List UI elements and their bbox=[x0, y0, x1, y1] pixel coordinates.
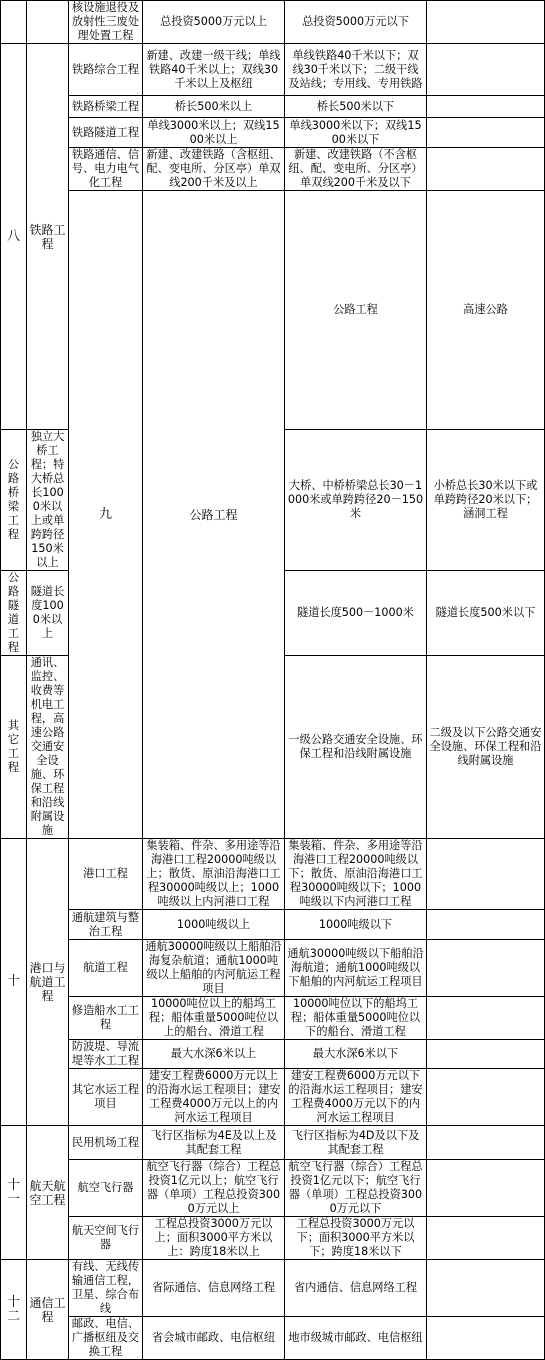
grade-1-criteria-cell: 省会城市邮政、电信枢纽 bbox=[143, 1317, 285, 1360]
grade-3-criteria-cell bbox=[427, 997, 545, 1040]
table-row bbox=[1, 118, 545, 148]
project-name-cell: 通航建筑与整治工程 bbox=[69, 910, 143, 940]
grade-2-criteria-cell: 航空飞行器（综合）工程总投资1亿元以下；航空飞行器（单项）工程总投资3000万元以下 bbox=[285, 1160, 427, 1217]
category-name-cell: 通信工程 bbox=[27, 1260, 69, 1360]
table-row bbox=[1, 1, 545, 44]
project-name-cell: 其它水运工程项目 bbox=[69, 1069, 143, 1126]
category-name-cell: 铁路工程 bbox=[27, 44, 69, 430]
project-name-cell: 铁路综合工程 bbox=[69, 44, 143, 96]
grade-3-criteria-cell bbox=[427, 1317, 545, 1360]
grade-1-criteria-cell: 1000吨级以上 bbox=[143, 910, 285, 940]
grade-2-criteria-cell: 飞行区指标为4D及以下及其配套工程 bbox=[285, 1126, 427, 1160]
project-name-cell: 公路桥梁工程 bbox=[1, 430, 27, 571]
grade-3-criteria-cell: 隧道长度500米以下 bbox=[427, 571, 545, 656]
table-body bbox=[1, 1, 545, 1360]
grade-1-criteria-cell: 新建、改建铁路（含枢纽、配、变电所、分区亭）单双线200千米及以上 bbox=[143, 148, 285, 191]
table-row bbox=[1, 1040, 545, 1069]
project-name-cell: 港口工程 bbox=[69, 839, 143, 910]
project-name-cell: 邮政、电信、广播枢纽及交换工程 bbox=[69, 1317, 143, 1360]
grade-3-criteria-cell bbox=[427, 1, 545, 44]
table-row bbox=[1, 96, 545, 118]
grade-3-criteria-cell bbox=[427, 1160, 545, 1217]
table-row bbox=[1, 1317, 545, 1360]
table-row bbox=[1, 940, 545, 997]
project-name-cell: 航空飞行器 bbox=[69, 1160, 143, 1217]
grade-3-criteria-cell bbox=[427, 940, 545, 997]
grade-1-criteria-cell: 集装箱、件杂、多用途等沿海港口工程20000吨级以上；散货、原油沿海港口工程30000吨级以上；1000吨级以上内河港口工程 bbox=[143, 839, 285, 910]
grade-3-criteria-cell bbox=[427, 1040, 545, 1069]
grade-1-criteria-cell: 飞行区指标为4E及以上及其配套工程 bbox=[143, 1126, 285, 1160]
project-name-cell: 铁路隧道工程 bbox=[69, 118, 143, 148]
grade-1-criteria-cell: 省际通信、信息网络工程 bbox=[143, 1260, 285, 1317]
grade-2-criteria-cell: 10000吨位以下的船坞工程；船体重量5000吨位以下的船台、滑道工程 bbox=[285, 997, 427, 1040]
project-name-cell: 航道工程 bbox=[69, 940, 143, 997]
grade-2-criteria-cell: 单线3000米以下；双线1500米以下 bbox=[285, 118, 427, 148]
category-number-cell: 十二 bbox=[1, 1260, 27, 1360]
grade-2-criteria-cell: 单线铁路40千米以下；双线30千米以下；二级干线及站线；专用线、专用铁路 bbox=[285, 44, 427, 96]
grade-1-criteria-cell: 通讯、监控、收费等机电工程，高速公路交通安全设施、环保工程和沿线附属设施 bbox=[27, 656, 69, 839]
grade-1-criteria-cell: 建安工程费6000万元以上的沿海水运工程项目；建安工程费4000万元以上的内河水运工程项目 bbox=[143, 1069, 285, 1126]
table-row bbox=[1, 44, 545, 96]
grade-3-criteria-cell bbox=[427, 839, 545, 910]
grade-3-criteria-cell bbox=[427, 44, 545, 96]
grade-1-criteria-cell: 桥长500米以上 bbox=[143, 96, 285, 118]
category-number-cell: 十一 bbox=[1, 1126, 27, 1260]
category-number-cell: 九 bbox=[69, 191, 143, 839]
grade-2-criteria-cell: 隧道长度500－1000米 bbox=[285, 571, 427, 656]
project-name-cell: 铁路桥梁工程 bbox=[69, 96, 143, 118]
table-row bbox=[1, 910, 545, 940]
category-number-cell: 八 bbox=[1, 44, 27, 430]
grade-1-criteria-cell: 最大水深6米以上 bbox=[143, 1040, 285, 1069]
table-row bbox=[1, 1160, 545, 1217]
grade-3-criteria-cell bbox=[427, 148, 545, 191]
table-row bbox=[1, 1260, 545, 1317]
grade-3-criteria-cell bbox=[427, 910, 545, 940]
grade-1-criteria-cell: 航空飞行器（综合）工程总投资1亿元以上；航空飞行器（单项）工程总投资3000万元以上 bbox=[143, 1160, 285, 1217]
grade-2-criteria-cell: 大桥、中桥桥梁总长30－1000米或单跨跨径20－150米 bbox=[285, 430, 427, 571]
category-name-cell: 航天航空工程 bbox=[27, 1126, 69, 1260]
grade-1-criteria-cell: 高速公路 bbox=[427, 191, 545, 430]
grade-2-criteria-cell: 建安工程费6000万元以下的沿海水运工程项目；建安工程费4000万元以下的内河水运工程项目 bbox=[285, 1069, 427, 1126]
grade-3-criteria-cell bbox=[427, 1217, 545, 1260]
grade-1-criteria-cell: 工程总投资3000万元以上；面积3000平方米以上：跨度18米以上 bbox=[143, 1217, 285, 1260]
category-name-cell: 港口与航道工程 bbox=[27, 839, 69, 1126]
project-name-cell: 航天空间飞行器 bbox=[69, 1217, 143, 1260]
table-row bbox=[1, 1217, 545, 1260]
grade-3-criteria-cell bbox=[427, 1260, 545, 1317]
grade-2-criteria-cell: 桥长500米以下 bbox=[285, 96, 427, 118]
table-row bbox=[1, 148, 545, 191]
project-name-cell: 防波堤、导流堤等水工工程 bbox=[69, 1040, 143, 1069]
category-number-cell bbox=[1, 1, 27, 44]
grade-1-criteria-cell: 总投资5000万元以上 bbox=[143, 1, 285, 44]
grade-2-criteria-cell: 最大水深6米以下 bbox=[285, 1040, 427, 1069]
grade-2-criteria-cell: 集装箱、件杂、多用途等沿海港口工程20000吨级以下；散货、原油沿海港口工程30000吨级以下；1000吨级以下内河港口工程 bbox=[285, 839, 427, 910]
grade-3-criteria-cell: 小桥总长30米以下或单跨跨径20米以下；涵洞工程 bbox=[427, 430, 545, 571]
grade-2-criteria-cell: 1000吨级以下 bbox=[285, 910, 427, 940]
grade-2-criteria-cell: 一级公路交通安全设施、环保工程和沿线附属设施 bbox=[285, 656, 427, 839]
grade-1-criteria-cell: 10000吨位以上的船坞工程；船体重量5000吨位以上的船台、滑道工程 bbox=[143, 997, 285, 1040]
grade-1-criteria-cell: 新建、改建一级干线；单线铁路40千米以上；双线30千米以上及枢纽 bbox=[143, 44, 285, 96]
grade-2-criteria-cell: 通航30000吨级以下船舶沿海航道；通航1000吨级以下船舶的内河航运工程项目 bbox=[285, 940, 427, 997]
grade-2-criteria-cell: 总投资5000万元以下 bbox=[285, 1, 427, 44]
table-row bbox=[1, 1069, 545, 1126]
grade-2-criteria-cell: 新建、改建铁路（不含枢纽、配、变电所、分区亭）单双线200千米及以下 bbox=[285, 148, 427, 191]
project-name-cell: 修造船水工工程 bbox=[69, 997, 143, 1040]
category-name-cell bbox=[27, 1, 69, 44]
table-row bbox=[1, 997, 545, 1040]
grade-1-criteria-cell: 独立大桥工程；特大桥总长1000米以上或单跨跨径150米以上 bbox=[27, 430, 69, 571]
project-name-cell: 铁路通信、信号、电力电气化工程 bbox=[69, 148, 143, 191]
category-number-cell: 十 bbox=[1, 839, 27, 1126]
project-name-cell: 民用机场工程 bbox=[69, 1126, 143, 1160]
grade-2-criteria-cell: 地市级城市邮政、电信枢纽 bbox=[285, 1317, 427, 1360]
grade-1-criteria-cell: 隧道长度1000米以上 bbox=[27, 571, 69, 656]
project-name-cell: 核设施退役及放射性三废处理处置工程 bbox=[69, 1, 143, 44]
grade-1-criteria-cell: 通航30000吨级以上船舶沿海复杂航道；通航1000吨级以上船舶的内河航运工程项目 bbox=[143, 940, 285, 997]
project-name-cell: 公路工程 bbox=[285, 191, 427, 430]
grade-3-criteria-cell: 二级及以下公路交通安全设施、环保工程和沿线附属设施 bbox=[427, 656, 545, 839]
project-name-cell: 有线、无线传输通信工程，卫星、综合布线 bbox=[69, 1260, 143, 1317]
project-name-cell: 其它工程 bbox=[1, 656, 27, 839]
grade-3-criteria-cell bbox=[427, 1126, 545, 1160]
grade-1-criteria-cell: 单线3000米以上；双线1500米以上 bbox=[143, 118, 285, 148]
grade-2-criteria-cell: 工程总投资3000万元以下；面积3000平方米以下；跨度18米以下 bbox=[285, 1217, 427, 1260]
category-name-cell: 公路工程 bbox=[143, 191, 285, 839]
grade-3-criteria-cell bbox=[427, 118, 545, 148]
grade-3-criteria-cell bbox=[427, 96, 545, 118]
table-row bbox=[1, 1126, 545, 1160]
project-name-cell: 公路隧道工程 bbox=[1, 571, 27, 656]
table-row bbox=[1, 839, 545, 910]
grade-2-criteria-cell: 省内通信、信息网络工程 bbox=[285, 1260, 427, 1317]
table-row bbox=[1, 191, 545, 430]
grade-3-criteria-cell bbox=[427, 1069, 545, 1126]
